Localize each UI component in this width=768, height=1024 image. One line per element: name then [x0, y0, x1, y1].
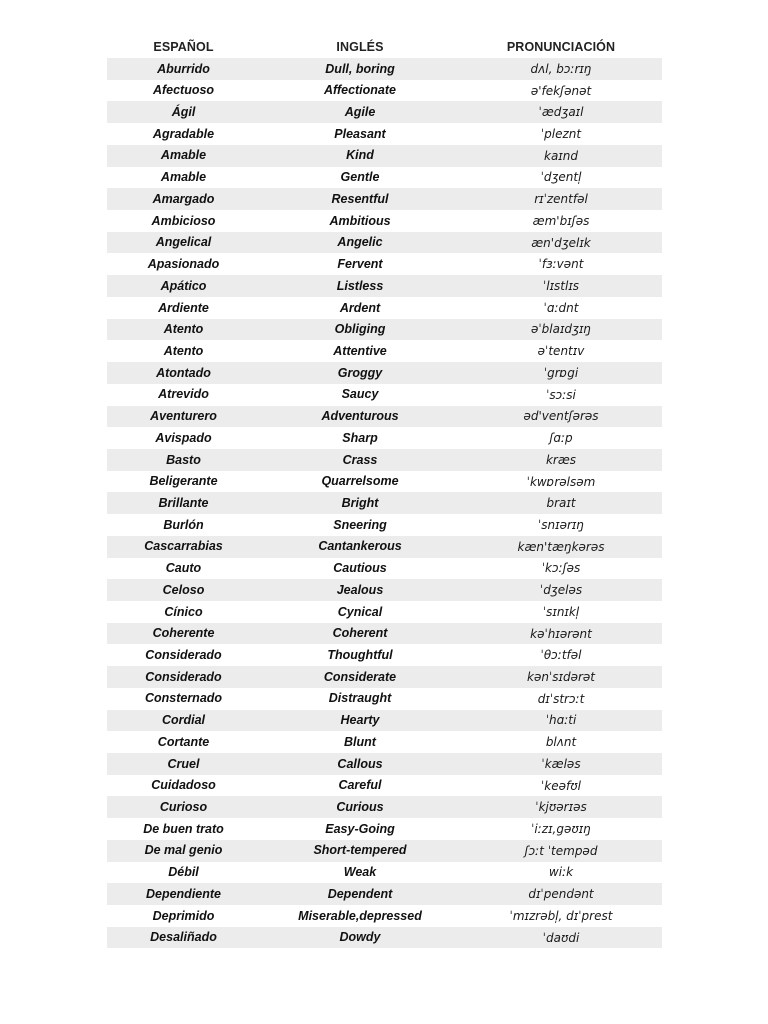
- table-row: [107, 58, 662, 80]
- table-row: [107, 210, 662, 232]
- cell-spanish: Apático: [160, 278, 207, 293]
- vocabulary-table: [107, 36, 662, 948]
- cell-english: Cautious: [333, 561, 387, 576]
- cell-pronunciation: ˈkwɒrəlsəm: [526, 474, 596, 489]
- table-row: [107, 492, 662, 514]
- cell-spanish: Desaliñado: [150, 930, 217, 945]
- table-row: [107, 666, 662, 688]
- cell-pronunciation: ˈgrɒgi: [543, 365, 579, 380]
- cell-pronunciation: ˈkjʊərɪəs: [535, 800, 587, 815]
- cell-spanish: Aburrido: [157, 61, 210, 76]
- cell-spanish: Beligerante: [149, 474, 218, 489]
- cell-english: Jealous: [336, 582, 384, 597]
- cell-spanish: Atento: [163, 322, 204, 337]
- cell-english: Coherent: [332, 626, 388, 641]
- header-spanish: ESPAÑOL: [153, 40, 214, 54]
- table-row: [107, 688, 662, 710]
- cell-english: Thoughtful: [327, 648, 393, 663]
- cell-pronunciation: kæn'tæŋkərəs: [517, 539, 605, 554]
- cell-english: Easy-Going: [325, 821, 395, 836]
- table-row: [107, 427, 662, 449]
- cell-english: Sneering: [333, 517, 387, 532]
- table-row: [107, 623, 662, 645]
- cell-english: Sharp: [342, 430, 378, 445]
- cell-english: Kind: [346, 148, 374, 163]
- cell-english: Crass: [342, 452, 378, 467]
- table-row: [107, 710, 662, 732]
- cell-pronunciation: ˈædʒaɪl: [538, 105, 584, 120]
- table-row: [107, 927, 662, 949]
- table-row: [107, 753, 662, 775]
- table-row: [107, 818, 662, 840]
- cell-english: Curious: [336, 800, 384, 815]
- table-row: [107, 644, 662, 666]
- cell-english: Careful: [338, 778, 382, 793]
- cell-spanish: Deprimido: [152, 908, 215, 923]
- cell-english: Resentful: [331, 191, 389, 206]
- cell-pronunciation: əˈtentɪv: [537, 344, 585, 359]
- cell-spanish: Ambicioso: [151, 213, 216, 228]
- cell-spanish: Amargado: [152, 191, 215, 206]
- header-pronunciation: PRONUNCIACIÓN: [506, 40, 616, 54]
- table-row: [107, 905, 662, 927]
- cell-english: Pleasant: [334, 126, 386, 141]
- cell-spanish: Apasionado: [147, 257, 220, 272]
- table-row: [107, 319, 662, 341]
- table-row: [107, 775, 662, 797]
- cell-spanish: De mal genio: [144, 843, 223, 858]
- table-header: [107, 36, 662, 58]
- cell-english: Affectionate: [323, 83, 396, 98]
- cell-english: Short-tempered: [313, 843, 407, 858]
- cell-english: Quarrelsome: [321, 474, 399, 489]
- cell-spanish: Atontado: [156, 365, 211, 380]
- cell-pronunciation: æn'dʒelɪk: [531, 235, 591, 250]
- cell-spanish: Aventurero: [150, 409, 217, 424]
- cell-pronunciation: wiːk: [548, 865, 574, 880]
- cell-spanish: Atento: [163, 343, 204, 358]
- cell-english: Cantankerous: [318, 539, 402, 554]
- table-row: [107, 449, 662, 471]
- cell-spanish: Amable: [160, 170, 207, 185]
- cell-pronunciation: ə'fekʃənət: [530, 83, 592, 98]
- table-row: [107, 167, 662, 189]
- cell-english: Angelic: [337, 235, 383, 250]
- cell-english: Saucy: [341, 387, 379, 402]
- cell-spanish: Cruel: [167, 756, 200, 771]
- cell-pronunciation: dɪˈstrɔːt: [537, 691, 585, 706]
- cell-spanish: Atrevido: [158, 387, 209, 402]
- table-row: [107, 80, 662, 102]
- cell-pronunciation: dɪˈpendənt: [528, 887, 594, 902]
- cell-english: Cynical: [337, 604, 383, 619]
- cell-english: Distraught: [328, 691, 392, 706]
- cell-english: Miserable,depressed: [298, 908, 422, 923]
- cell-pronunciation: blʌnt: [545, 735, 577, 750]
- table-row: [107, 471, 662, 493]
- cell-spanish: Considerado: [145, 648, 222, 663]
- cell-spanish: Consternado: [144, 691, 223, 706]
- cell-pronunciation: kəˈhɪərənt: [530, 626, 592, 641]
- cell-pronunciation: ˈmɪzrəbl̩, dɪˈprest: [509, 908, 613, 923]
- cell-spanish: Angelical: [155, 235, 212, 250]
- cell-spanish: Ágil: [171, 105, 196, 120]
- table-row: [107, 601, 662, 623]
- header-english: INGLÉS: [336, 40, 384, 54]
- cell-spanish: Agradable: [152, 126, 215, 141]
- table-row: [107, 123, 662, 145]
- table-row: [107, 796, 662, 818]
- cell-pronunciation: ˈlɪstlɪs: [542, 279, 580, 294]
- cell-spanish: Dependiente: [145, 886, 221, 901]
- cell-pronunciation: ˈkæləs: [541, 756, 581, 771]
- cell-english: Dependent: [327, 886, 393, 901]
- cell-pronunciation: ˈdʒeləs: [539, 583, 583, 598]
- cell-english: Dull, boring: [325, 61, 395, 76]
- cell-spanish: Curioso: [159, 800, 208, 815]
- cell-pronunciation: ˈkeəfʊl: [541, 778, 581, 793]
- cell-pronunciation: braɪt: [546, 496, 576, 511]
- cell-pronunciation: kaɪnd: [544, 148, 578, 163]
- cell-spanish: Cuidadoso: [151, 778, 216, 793]
- cell-pronunciation: ˈθɔːtfəl: [540, 648, 582, 663]
- table-row: [107, 362, 662, 384]
- cell-spanish: Basto: [166, 452, 201, 467]
- table-row: [107, 579, 662, 601]
- table-row: [107, 297, 662, 319]
- table-row: [107, 188, 662, 210]
- table-body: [107, 58, 662, 948]
- cell-pronunciation: ˈfɜːvənt: [538, 257, 584, 272]
- cell-english: Gentle: [340, 170, 380, 185]
- cell-english: Ardent: [339, 300, 381, 315]
- cell-spanish: De buen trato: [143, 821, 224, 836]
- cell-spanish: Afectuoso: [152, 83, 215, 98]
- table-row: [107, 862, 662, 884]
- cell-spanish: Cortante: [157, 734, 210, 749]
- cell-english: Groggy: [337, 365, 383, 380]
- cell-pronunciation: ˈkɔːʃəs: [541, 561, 581, 576]
- cell-english: Attentive: [333, 343, 387, 358]
- cell-spanish: Celoso: [162, 582, 205, 597]
- cell-english: Agile: [344, 105, 376, 120]
- table-row: [107, 253, 662, 275]
- cell-pronunciation: ˈdaʊdi: [542, 930, 580, 945]
- cell-english: Considerate: [323, 669, 397, 684]
- table-row: [107, 731, 662, 753]
- cell-spanish: Amable: [160, 148, 207, 163]
- cell-english: Hearty: [340, 713, 380, 728]
- cell-pronunciation: ˈɑːdnt: [543, 300, 579, 315]
- cell-english: Weak: [343, 865, 377, 880]
- cell-pronunciation: ˈsɪnɪkl̩: [542, 604, 580, 619]
- table-row: [107, 840, 662, 862]
- cell-pronunciation: ˈdʒentl̩: [540, 170, 582, 185]
- table-row: [107, 558, 662, 580]
- table-row: [107, 275, 662, 297]
- cell-pronunciation: ˈsnɪərɪŋ: [538, 517, 584, 532]
- cell-english: Obliging: [334, 322, 386, 337]
- cell-spanish: Cínico: [164, 604, 203, 619]
- cell-spanish: Avispado: [155, 430, 212, 445]
- cell-pronunciation: ˈhɑːti: [545, 713, 577, 728]
- cell-pronunciation: ʃɑːp: [549, 431, 573, 446]
- cell-pronunciation: ˈsɔːsi: [546, 387, 576, 402]
- cell-spanish: Cascarrabias: [144, 539, 223, 554]
- cell-pronunciation: ˈpleznt: [540, 127, 582, 142]
- cell-english: Ambitious: [329, 213, 391, 228]
- cell-spanish: Considerado: [145, 669, 222, 684]
- cell-pronunciation: kræs: [545, 452, 577, 467]
- table-row: [107, 145, 662, 167]
- cell-pronunciation: əˈblaɪdʒɪŋ: [530, 322, 592, 337]
- cell-pronunciation: ˈiːzɪ,gəʊɪŋ: [531, 822, 591, 837]
- cell-english: Bright: [341, 495, 379, 510]
- table-row: [107, 384, 662, 406]
- cell-english: Adventurous: [321, 409, 399, 424]
- cell-pronunciation: dʌl, bɔːrɪŋ: [530, 61, 592, 76]
- cell-spanish: Cauto: [165, 561, 202, 576]
- cell-pronunciation: əd'ventʃərəs: [523, 409, 599, 424]
- table-row: [107, 536, 662, 558]
- cell-english: Callous: [337, 756, 383, 771]
- table-row: [107, 340, 662, 362]
- cell-english: Listless: [336, 278, 384, 293]
- table-row: [107, 232, 662, 254]
- cell-spanish: Burlón: [163, 517, 204, 532]
- cell-spanish: Coherente: [152, 626, 215, 641]
- table-row: [107, 101, 662, 123]
- cell-spanish: Cordial: [161, 713, 206, 728]
- cell-spanish: Débil: [168, 865, 199, 880]
- table-row: [107, 406, 662, 428]
- cell-english: Fervent: [337, 257, 383, 272]
- cell-english: Blunt: [344, 734, 376, 749]
- cell-spanish: Ardiente: [158, 300, 209, 315]
- cell-english: Dowdy: [339, 930, 381, 945]
- table-row: [107, 514, 662, 536]
- cell-spanish: Brillante: [158, 495, 209, 510]
- cell-pronunciation: kənˈsɪdərət: [527, 669, 595, 684]
- table-row: [107, 883, 662, 905]
- cell-pronunciation: rɪˈzentfəl: [534, 192, 588, 207]
- cell-pronunciation: ʃɔːt ˈtempəd: [524, 843, 598, 858]
- cell-pronunciation: æm'bɪʃəs: [532, 213, 590, 228]
